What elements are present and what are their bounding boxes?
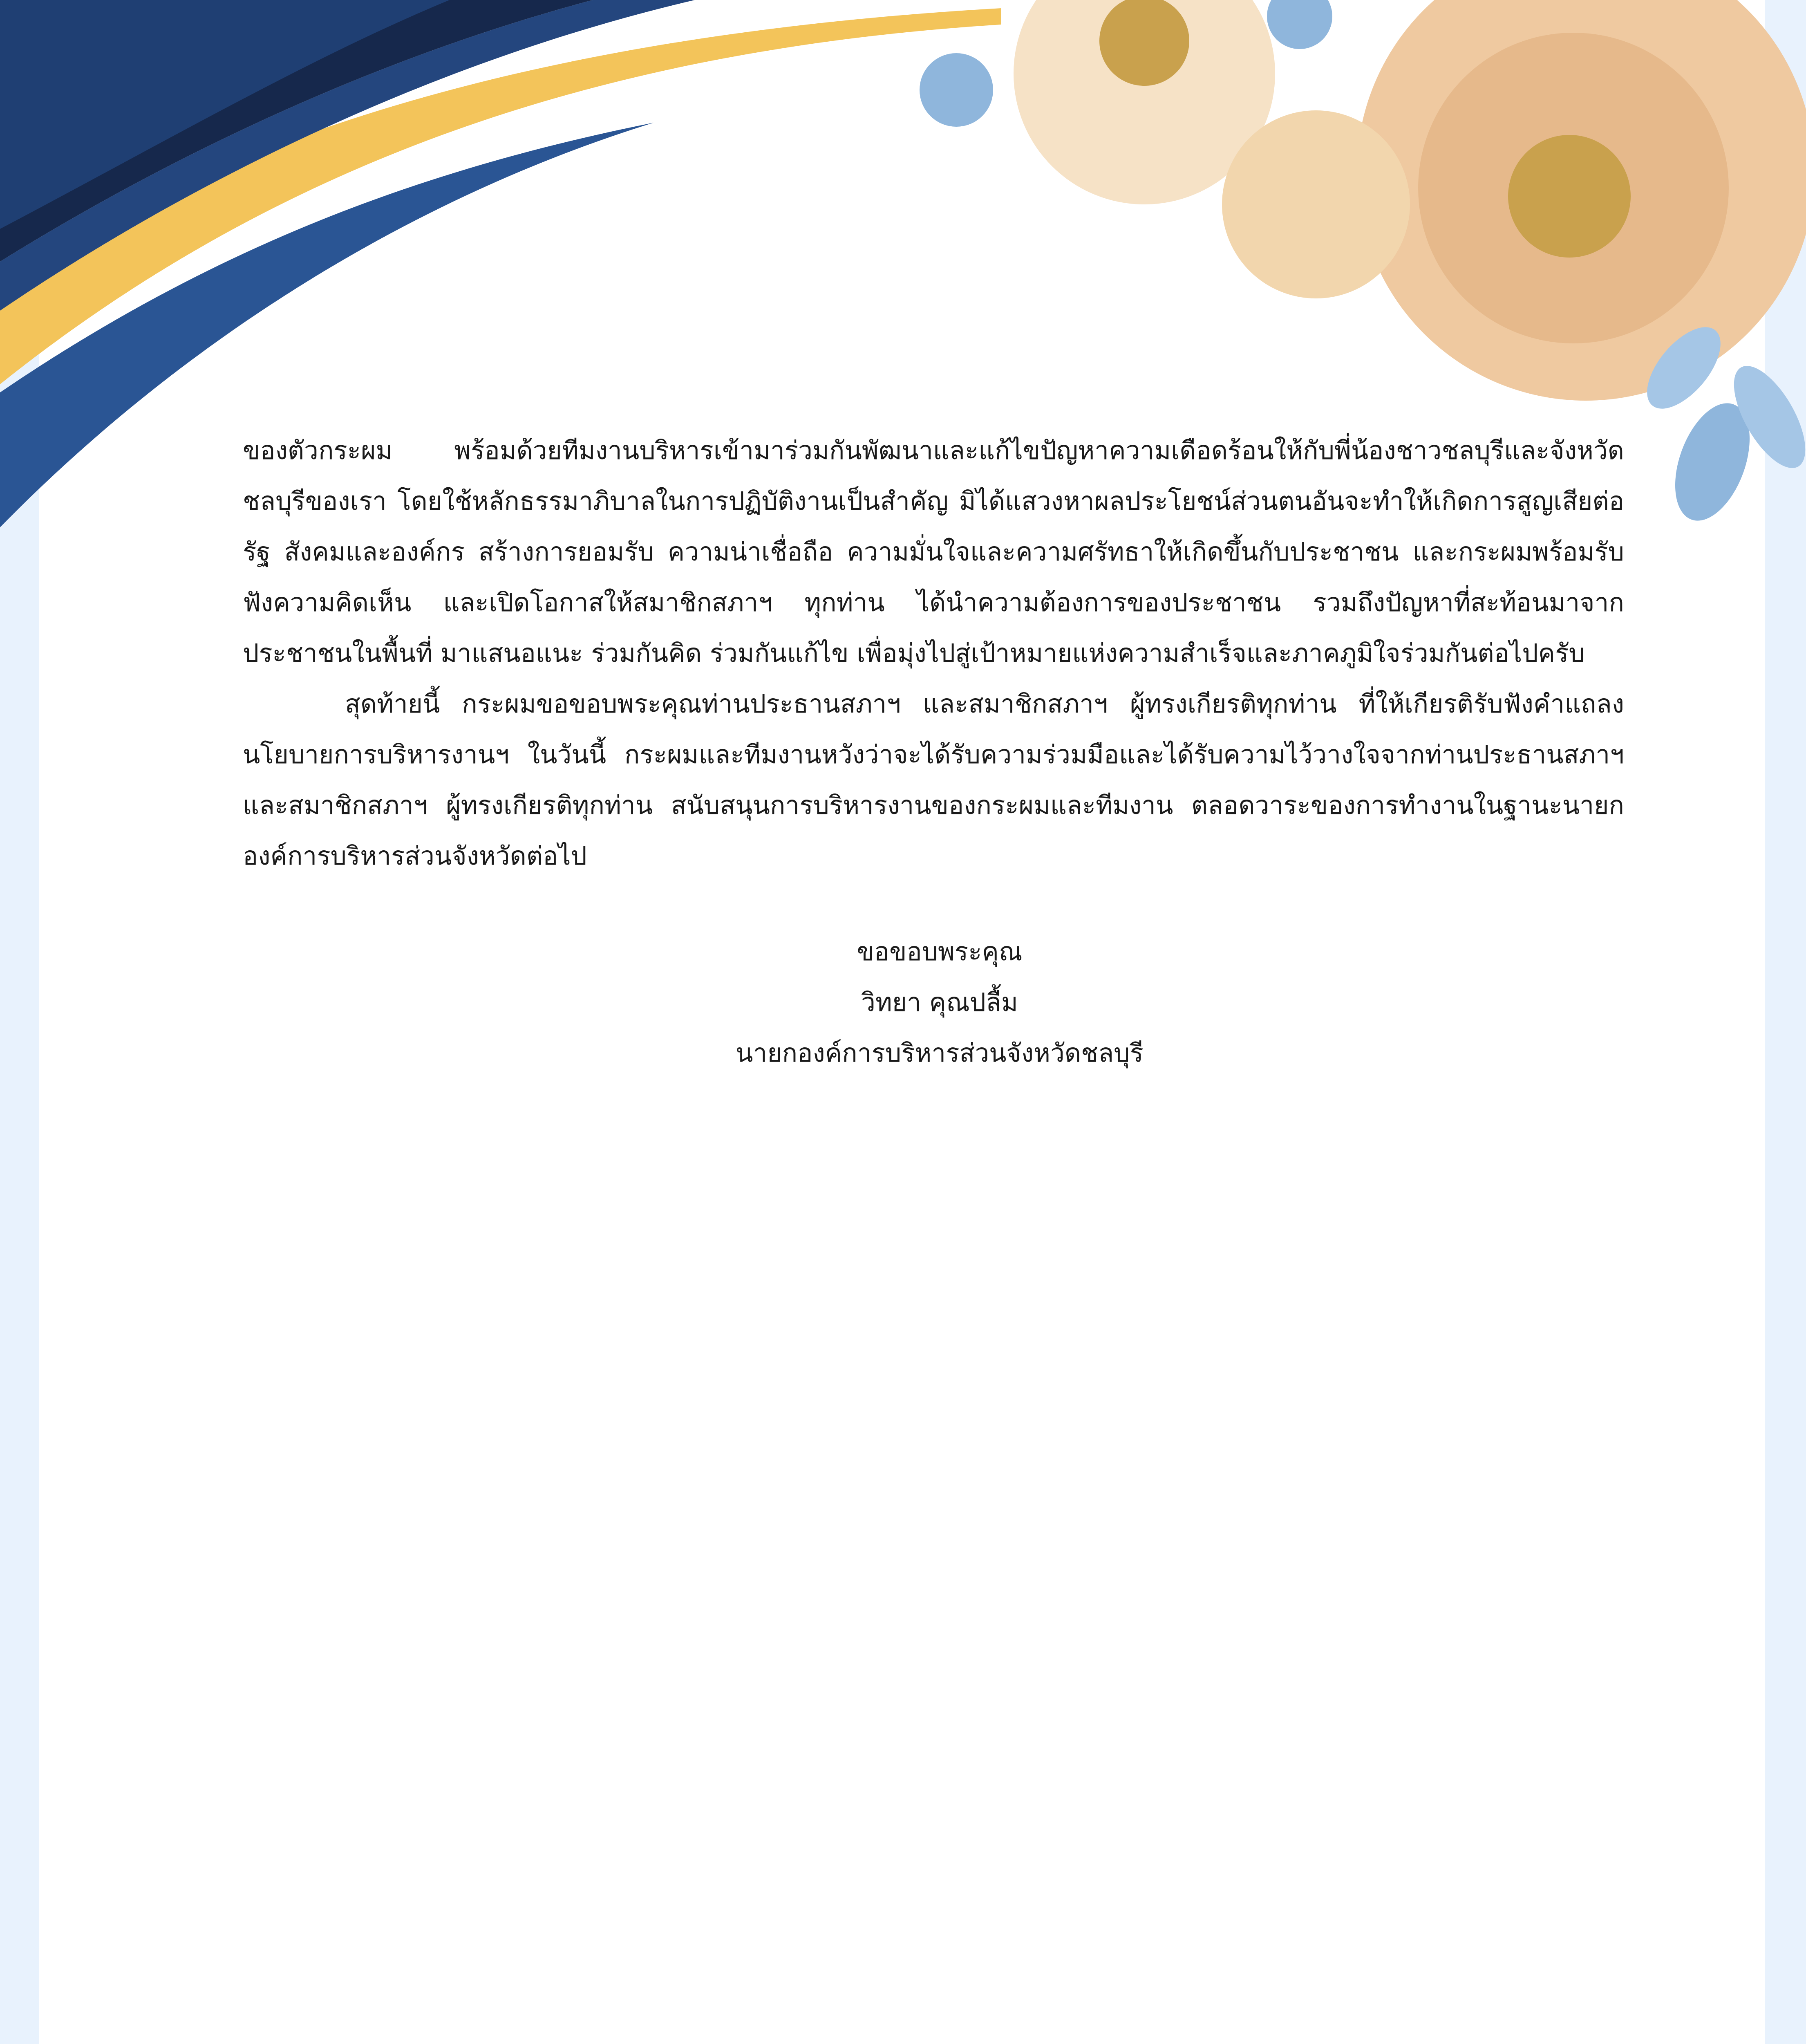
right-pale-band (1765, 0, 1806, 2044)
letter-body (243, 425, 1624, 1078)
paragraph-1: ของตัวกระผม พร้อมด้วยทีมงานบริหารเข้ามาร่วมกันพัฒนาและแก้ไขปัญหาความเดือดร้อนให้กับพี่น้องชาวชลบุรีและจังหวัดชลบุรีของเรา โดยใช้หลักธรรมาภิบาลในการปฏิบัติงานเป็นสำคัญ มิได้แสวงหาผลประโยชน์ส่วนตนอันจะทำให้เกิดการสูญเสียต่อรัฐ สังคมและองค์กร สร้างการยอมรับ ความน่าเชื่อถือ ความมั่นใจและความศรัทธาให้เกิดขึ้นกับประชาชน และกระผมพร้อมรับฟังความคิดเห็น และเปิดโอกาสให้สมาชิกสภาฯ ทุกท่าน ได้นำความต้องการของประชาชน รวมถึงปัญหาที่สะท้อนมาจากประชาชนในพื้นที่ มาแสนอแนะ ร่วมกันคิด ร่วมกันแก้ไข เพื่อมุ่งไปสู่เป้าหมายแห่งความสำเร็จและภาคภูมิใจร่วมกันต่อไปครับ (243, 435, 1624, 668)
signature-block (243, 926, 1624, 1078)
signer-name: วิทยา คุณปลื้ม (861, 987, 1018, 1017)
closing-phrase: ขอขอบพระคุณ (857, 937, 1023, 966)
paragraph-2: สุดท้ายนี้ กระผมขอขอบพระคุณท่านประธานสภาฯ และสมาชิกสภาฯ ผู้ทรงเกียรติทุกท่าน ที่ให้เกียรติรับฟังคำแถลงนโยบายการบริหารงานฯ ในวันนี้ กระผมและทีมงานหวังว่าจะได้รับความร่วมมือและได้รับความไว้วางใจจากท่านประธานสภาฯ และสมาชิกสภาฯ ผู้ทรงเกียรติทุกท่าน สนับสนุนการบริหารงานของกระผมและทีมงาน ตลอดวาระของการทำงานในฐานะนายกองค์การบริหารส่วนจังหวัดต่อไป (243, 689, 1624, 871)
signer-title: นายกองค์การบริหารส่วนจังหวัดชลบุรี (736, 1038, 1144, 1068)
